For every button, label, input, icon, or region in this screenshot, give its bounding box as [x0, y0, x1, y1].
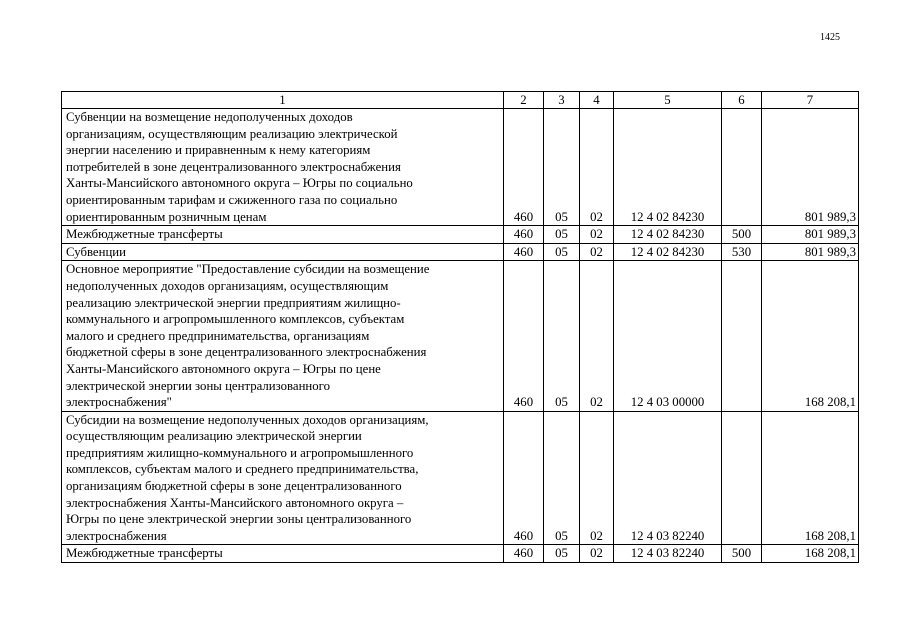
description-line: организациям бюджетной сферы в зоне децентрализованного — [66, 479, 402, 494]
description-line: Ханты-Мансийского автономного округа – Югры по цене — [66, 361, 381, 376]
description-line: реализацию электрической энергии предприятиям жилищно- — [66, 295, 401, 310]
description-line: коммунального и агропромышленного комплексов, субъектам — [66, 312, 405, 327]
section-cell: 05 — [544, 243, 580, 261]
description-line: Югры по цене электрической энергии зоны централизованного — [66, 512, 412, 527]
description-line: потребителей в зоне децентрализованного электроснабжения — [66, 159, 401, 174]
amount-cell: 168 208,1 — [762, 545, 859, 563]
amount-cell: 801 989,3 — [762, 243, 859, 261]
expense-type-cell: 530 — [722, 243, 762, 261]
code-cell: 460 — [504, 243, 544, 261]
expense-type-cell — [722, 411, 762, 545]
description-line: Межбюджетные трансферты — [66, 227, 223, 242]
amount-cell: 801 989,3 — [762, 226, 859, 244]
subsection-cell: 02 — [580, 109, 614, 226]
description-line: Межбюджетные трансферты — [66, 546, 223, 561]
subsection-cell: 02 — [580, 411, 614, 545]
target-article-cell: 12 4 02 84230 — [614, 226, 722, 244]
description-line: Субвенции на возмещение недополученных доходов — [66, 110, 353, 124]
target-article-cell: 12 4 03 82240 — [614, 411, 722, 545]
description-line: малого и среднего предпринимательства, организациям — [66, 328, 370, 343]
description-line: осуществляющим реализацию электрической энергии — [66, 429, 362, 444]
row-description — [62, 411, 504, 545]
description-line: предприятиям жилищно-коммунального и агропромышленного — [66, 445, 414, 460]
page-number: 1425 — [820, 32, 840, 43]
description-line: электроснабжения Ханты-Мансийского автономного округа – — [66, 495, 404, 510]
code-cell: 460 — [504, 109, 544, 226]
amount-cell: 801 989,3 — [762, 109, 859, 226]
description-line: электроснабжения" — [66, 395, 172, 410]
table-row — [62, 109, 859, 226]
description-line: недополученных доходов организациям, осуществляющим — [66, 278, 389, 293]
description-line: ориентированным розничным ценам — [66, 209, 267, 224]
code-cell: 460 — [504, 545, 544, 563]
header-cell: 2 — [504, 92, 544, 109]
description-line: ориентированным тарифам и сжиженного газа по социально — [66, 192, 398, 207]
description-line: электрической энергии зоны централизованного — [66, 378, 330, 393]
table-row — [62, 226, 859, 244]
table-row — [62, 545, 859, 563]
code-cell: 460 — [504, 411, 544, 545]
subsection-cell: 02 — [580, 243, 614, 261]
description-line: Субвенции — [66, 244, 126, 259]
subsection-cell: 02 — [580, 226, 614, 244]
target-article-cell: 12 4 03 00000 — [614, 261, 722, 411]
row-description — [62, 226, 504, 244]
description-line: Основное мероприятие "Предоставление субсидии на возмещение — [66, 262, 430, 277]
budget-table — [61, 91, 859, 563]
row-description — [62, 243, 504, 261]
description-line: энергии населению и приравненным к нему категориям — [66, 143, 371, 158]
section-cell: 05 — [544, 545, 580, 563]
header-cell: 5 — [614, 92, 722, 109]
table-row — [62, 243, 859, 261]
expense-type-cell: 500 — [722, 226, 762, 244]
target-article-cell: 12 4 02 84230 — [614, 109, 722, 226]
expense-type-cell: 500 — [722, 545, 762, 563]
header-cell: 6 — [722, 92, 762, 109]
header-row — [62, 92, 859, 109]
section-cell: 05 — [544, 261, 580, 411]
description-line: Ханты-Мансийского автономного округа – Югры по социально — [66, 176, 413, 191]
section-cell: 05 — [544, 226, 580, 244]
subsection-cell: 02 — [580, 261, 614, 411]
code-cell: 460 — [504, 226, 544, 244]
amount-cell: 168 208,1 — [762, 411, 859, 545]
row-description — [62, 545, 504, 563]
row-description — [62, 261, 504, 411]
expense-type-cell — [722, 109, 762, 226]
table-row — [62, 261, 859, 411]
header-cell: 4 — [580, 92, 614, 109]
amount-cell: 168 208,1 — [762, 261, 859, 411]
expense-type-cell — [722, 261, 762, 411]
target-article-cell: 12 4 02 84230 — [614, 243, 722, 261]
header-cell: 3 — [544, 92, 580, 109]
description-line: бюджетной сферы в зоне децентрализованного электроснабжения — [66, 345, 427, 360]
row-description — [62, 109, 504, 226]
description-line: организациям, осуществляющим реализацию электрической — [66, 126, 398, 141]
header-cell: 1 — [62, 92, 504, 109]
code-cell: 460 — [504, 261, 544, 411]
section-cell: 05 — [544, 411, 580, 545]
target-article-cell: 12 4 03 82240 — [614, 545, 722, 563]
description-line: комплексов, субъектам малого и среднего предпринимательства, — [66, 462, 419, 477]
description-line: электроснабжения — [66, 528, 167, 543]
table-row — [62, 411, 859, 545]
description-line: Субсидии на возмещение недополученных доходов организациям, — [66, 412, 429, 427]
subsection-cell: 02 — [580, 545, 614, 563]
header-cell: 7 — [762, 92, 859, 109]
section-cell: 05 — [544, 109, 580, 226]
